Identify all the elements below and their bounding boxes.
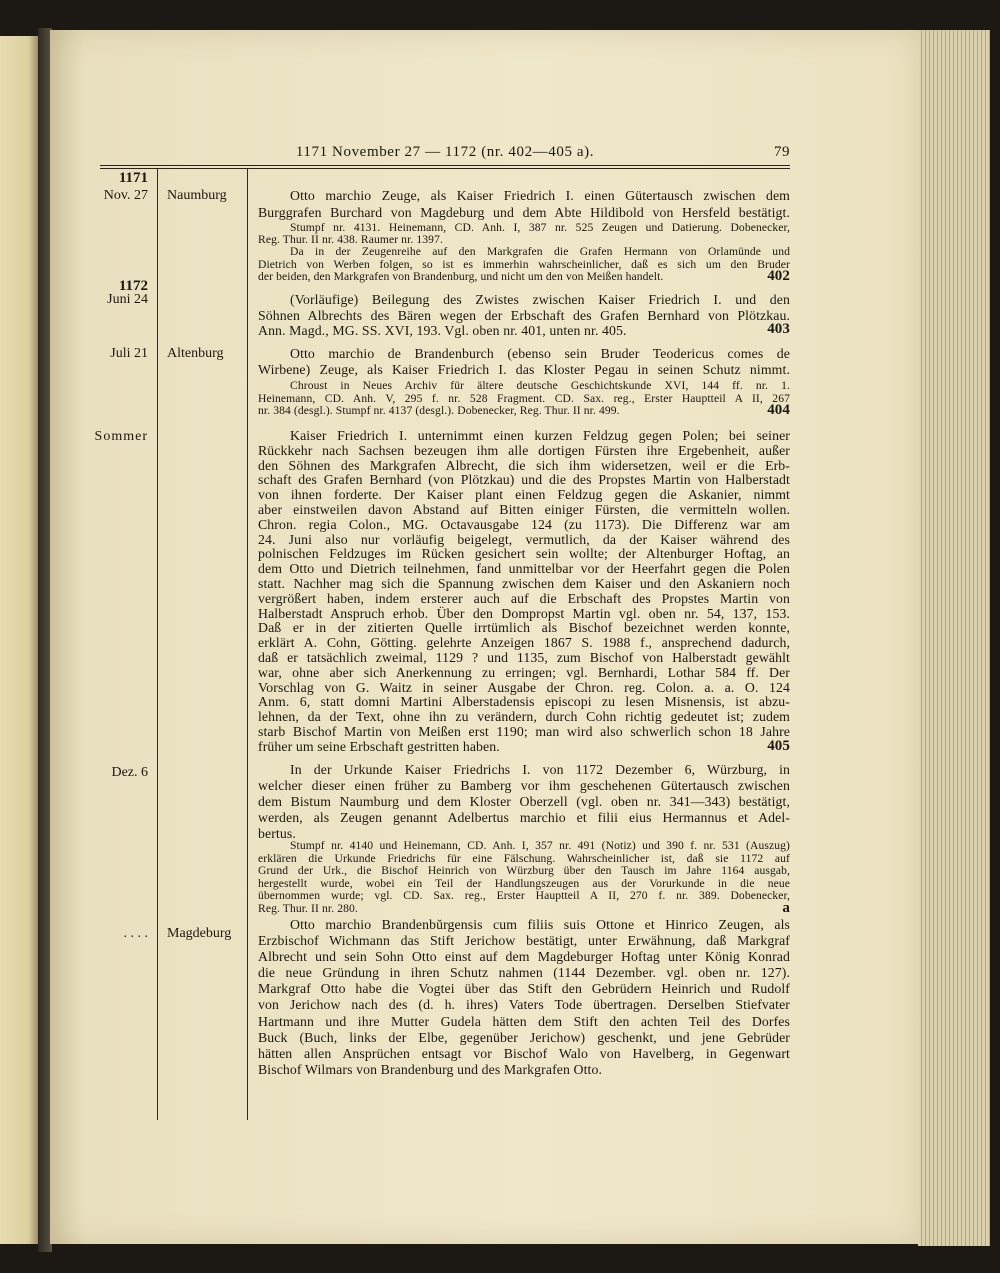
entry-text-line: Albrecht und sein Sohn Otto einst auf dem Magdeburger Hoftag unter König Konrad bbox=[258, 949, 790, 965]
entry-note-line: Stumpf nr. 4131. Heinemann, CD. Anh. I, 387 nr. 525 Zeugen und Datierung. Dobenecker, bbox=[290, 221, 790, 234]
entry-note-line bbox=[258, 267, 790, 284]
entry-text-line: hätten allen Ansprüchen entsagt vor Bischof Walo von Havelberg, in Gegenwart bbox=[258, 1045, 790, 1061]
entry-text-line: Vorschlag von G. Waitz in seiner Ausgabe der Chron. reg. Colon. a. a. O. 124 bbox=[258, 679, 790, 695]
entry-text-line: Anm. 6, statt domni Martini Alberstadensis episcopi zu lesen Misnensis, ist abzu- bbox=[258, 694, 790, 710]
underlying-left-page bbox=[0, 36, 38, 1244]
entry-text-line: Chron. regia Colon., MG. Octavausgabe 124 (zu 1173). Die Differenz war am bbox=[258, 516, 790, 532]
entry-note-line: Heinemann, CD. Anh. V, 295 f. nr. 528 Fragment. CD. Sax. reg., Erster Hauptteil A II, 267 bbox=[258, 391, 790, 405]
entry-note-line-text: der beiden, den Markgrafen von Brandenburg, und nicht um den von Meißen handelt. bbox=[258, 269, 664, 283]
entry-text-line: Bischof Wilmars von Brandenburg und des Markgrafen Otto. bbox=[258, 1061, 603, 1077]
entry-note-line: übernommen wurde; vgl. CD. Sax. reg., Erster Hauptteil A II, 270 f. nr. 389. Dobenecker, bbox=[258, 889, 790, 903]
entry-403-text bbox=[258, 292, 790, 339]
entry-text-line: starb Bischof Martin von Meißen erst 1190; man wird also schwerlich schon 18 Jahre bbox=[258, 723, 790, 739]
entry-text-line: Markgraf Otto habe die Vogtei über das Stift den Gebrüdern Heinrich und Rudolf bbox=[258, 981, 790, 997]
entry-405-text bbox=[258, 429, 790, 755]
entry-note-line: erklären die Urkunde Friedrichs für eine Fälschung. Wahrscheinlicher ist, daß sie 1172 auf bbox=[258, 851, 790, 865]
entry-404-notes bbox=[258, 380, 790, 418]
entry-date: Juli 21 bbox=[110, 346, 148, 361]
entry-note-line: hergestellt wurde, wobei ein Teil der Handlungszeugen aus der Vorurkunde in die neue bbox=[258, 876, 790, 890]
entry-text-line: Buck (Buch, links der Elbe, gegenüber Jerichow) geschenkt, und jene Gebrüder bbox=[258, 1029, 790, 1045]
entry-date: Sommer bbox=[94, 429, 148, 444]
entry-place: Naumburg bbox=[167, 188, 227, 203]
header-rule bbox=[100, 165, 790, 169]
entry-text-line: Burggrafen Burchard von Magdeburg und dem Abte Hildibold von Hersfeld bestätigt. bbox=[258, 204, 790, 220]
entry-405a-text bbox=[258, 762, 790, 842]
right-page-edges bbox=[918, 30, 990, 1246]
entry-404-text bbox=[258, 346, 790, 378]
entry-note-line: Chroust in Neues Archiv für ältere deutsche Geschichtskunde XVI, 144 ff. nr. 1. bbox=[290, 379, 790, 392]
entry-date: Nov. 27 bbox=[103, 188, 148, 203]
entry-text-line: dem Otto und Dietrich teilnehmen, fand unmittelbar vor der Heerfahrt gegen die Polen bbox=[258, 561, 790, 577]
entry-text-line: welcher dieser einen früher zu Bamberg vor ihm geschehenen Gütertausch zwischen bbox=[258, 778, 790, 793]
entry-402-text bbox=[258, 188, 790, 221]
entry-date: . . . . bbox=[123, 926, 148, 941]
entry-text-line: Hartmann und ihre Mutter Gudela hätten dem Stift den achten Teil des Dorfes bbox=[258, 1013, 790, 1029]
entry-text-line: (Vorläufige) Beilegung des Zwistes zwischen Kaiser Friedrich I. und den bbox=[290, 292, 790, 307]
entry-note-line bbox=[258, 402, 790, 418]
entry-note-line-text: nr. 384 (desgl.). Stumpf nr. 4137 (desgl.). Dobenecker, Reg. Thur. II nr. 499. bbox=[258, 404, 620, 417]
entry-number: a bbox=[782, 899, 790, 916]
place-column-rule bbox=[247, 169, 248, 1120]
running-title: 1171 November 27 — 1172 (nr. 402—405 a). bbox=[295, 144, 595, 160]
entry-text-line: Kaiser Friedrich I. unternimmt einen kurzen Feldzug gegen Polen; bei seiner bbox=[290, 428, 790, 443]
entry-place: Altenburg bbox=[167, 346, 224, 361]
entry-text-line: In der Urkunde Kaiser Friedrichs I. von 1172 Dezember 6, Würzburg, in bbox=[290, 762, 790, 777]
entry-405a-notes bbox=[258, 840, 790, 916]
entry-text-line: Halberstadt Anspruch erhob. Über den Dompropst Martin vgl. oben nr. 54, 137, 153. bbox=[258, 605, 790, 621]
entry-text-line: bertus. bbox=[258, 826, 296, 841]
entry-text-line: polnischen Feldzuges im Rücken gesichert sein wollte; der Altenburger Hoftag, an bbox=[258, 546, 790, 562]
entry-402-notes bbox=[258, 222, 790, 283]
entry-text-line: dem Bistum Naumburg und dem Kloster Oberzell (vgl. oben nr. 341—343) bestätigt, bbox=[258, 794, 790, 809]
entry-text-line: Daß er in der zitierten Quelle irrtümlich als Bischof bezeichnet werden konnte, bbox=[258, 620, 790, 636]
entry-note-line: Da in der Zeugenreihe auf den Markgrafen die Grafen Hermann von Orlamünde und bbox=[290, 245, 790, 259]
entry-note-line bbox=[258, 899, 790, 916]
entry-place: Magdeburg bbox=[167, 926, 232, 941]
entry-number: 405 bbox=[767, 737, 790, 754]
entry-text-line: von Jerichow nach des (d. h. ihres) Vaters Tode übertragen. Derselben Stiefvater bbox=[258, 997, 790, 1013]
entry-text-line: vergrößert haben, indem ersterer auch auf die Erbschaft des Propstes Martin von bbox=[258, 590, 790, 606]
entry-text-line: Rückkehr nach Sachsen bezeugen ihm alle dortigen Fürsten ihre Ergebenheit, außer bbox=[258, 442, 790, 458]
entry-note-line: Dietrich von Werben folgen, so ist es immerhin wahrscheinlicher, daß es sich um den Bruder bbox=[258, 257, 790, 271]
entry-text-line: Wirbene) Zeuge, als Kaiser Friedrich I. das Kloster Pegau in seinen Schutz nimmt. bbox=[258, 362, 790, 377]
entry-text-line: 24. Juni also nur vorläufig beigelegt, vermutlich, da der Kaiser während des bbox=[258, 531, 790, 547]
entry-number: 402 bbox=[767, 267, 790, 284]
entry-text-line: Otto marchio Zeuge, als Kaiser Friedrich I. einen Gütertausch zwischen dem bbox=[290, 188, 790, 203]
entry-date: Juni 24 bbox=[107, 292, 148, 307]
entry-text-line: die neue Gründung in ihren Schutz nahmen (1144 Dezember. vgl. oben nr. 127). bbox=[258, 965, 790, 981]
entry-number: 404 bbox=[767, 402, 790, 418]
entry-text-line: Erzbischof Wichmann das Stift Jerichow bestätigt, unter Erwähnung, daß Markgraf bbox=[258, 933, 790, 949]
entry-text-line: lehnen, da der Text, ohne ihn zu verändern, durch Cohn richtig gedeutet ist; zudem bbox=[258, 709, 790, 725]
entry-text-line-text: Ann. Magd., MG. SS. XVI, 193. Vgl. oben nr. 401, unten nr. 405. bbox=[258, 323, 627, 338]
entry-text-line: aber einstweilen davon Abstand auf Bitten einiger Fürsten, die vermitteln wollen. bbox=[258, 501, 790, 517]
entry-note-line: Reg. Thur. II nr. 438. Raumer nr. 1397. bbox=[258, 233, 443, 247]
page-number: 79 bbox=[774, 144, 790, 160]
entry-magdeburg-text bbox=[258, 917, 790, 1078]
entry-text-line: schaft des Grafen Bernhard (von Plötzkau) und die des Propstes Martin von Halberstadt bbox=[258, 472, 790, 488]
entry-text-line: Otto marchio de Brandenburch (ebenso sein Bruder Teodericus comes de bbox=[290, 346, 790, 361]
entry-text-line: Söhnen Albrechts des Bären wegen der Erbschaft des Grafen Bernhard von Plötzkau. bbox=[258, 307, 790, 323]
entry-year: 1171 bbox=[118, 170, 148, 186]
entry-text-line bbox=[258, 323, 790, 339]
entry-text-line: Otto marchio Brandenbŭrgensis cum filiis suis Ottone et Hinrico Zeugen, als bbox=[290, 917, 790, 932]
entry-text-line bbox=[258, 737, 790, 755]
entry-text-line: von ihnen forderte. Der Kaiser plant einen Feldzug gegen die Askanier, nimmt bbox=[258, 487, 790, 503]
entry-date: Dez. 6 bbox=[111, 765, 148, 780]
entry-text-line: den Söhnen des Markgrafen Albrecht, die sich ihm widersetzen, weil er die Erb- bbox=[258, 457, 790, 473]
entry-text-line: war, ohne aber sich Anerkennung zu erringen; vgl. Bernhardi, Lothar 584 ff. Der bbox=[258, 664, 790, 680]
entry-note-line: Stumpf nr. 4140 und Heinemann, CD. Anh. I, 357 nr. 491 (Notiz) und 390 f. nr. 531 (Auszug) bbox=[290, 839, 790, 852]
entry-text-line: werden, als Zeugen genannt Adelbertus marchio et filii eius Hermannus et Adel- bbox=[258, 810, 790, 825]
date-column-rule bbox=[157, 169, 158, 1120]
entry-note-line: Grund der Urk., die Bischof Heinrich von Würzburg über den Tausch im Jahre 1164 ausgab, bbox=[258, 864, 790, 878]
entry-text-line: erklärt A. Cohn, Götting. gelehrte Anzeigen 1867 S. 1988 f., ansprechend dadurch, bbox=[258, 635, 790, 651]
entry-text-line-text: früher um seine Erbschaft gestritten haben. bbox=[258, 738, 500, 754]
entry-text-line: daß er tatsächlich zweimal, 1129 ? und 1135, zum Bischof von Halberstadt gewählt bbox=[258, 649, 790, 665]
entry-year: 1172 bbox=[118, 278, 148, 294]
entry-text-line: statt. Nachher mag sich die Spannung zwischen dem Kaiser und den Askaniern noch bbox=[258, 575, 790, 591]
entry-number: 403 bbox=[767, 321, 790, 337]
entry-note-line-text: Reg. Thur. II nr. 280. bbox=[258, 901, 358, 915]
